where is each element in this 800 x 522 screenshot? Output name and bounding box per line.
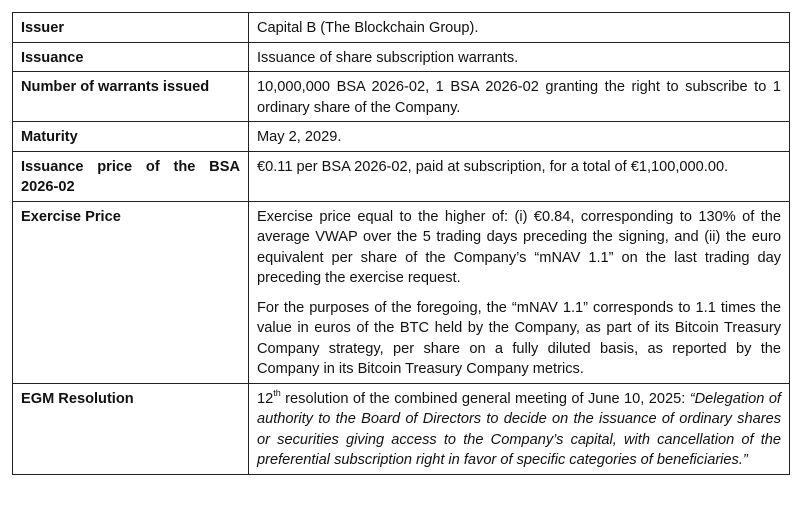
exercise-price-paragraph-2: For the purposes of the foregoing, the “mNAV 1.1” corresponds to 1.1 times the value in euros of the BTC held by the Company, as part of its Bitcoin Treasury Company strategy, per share on a fully diluted basis, as reported by the Company in its Bitcoin Treasury Company metrics. — [257, 299, 781, 377]
row-label — [13, 383, 249, 474]
terms-table — [12, 12, 790, 475]
table-row-number-of-warrants — [13, 72, 790, 122]
issuance-price-value: €0.11 per BSA 2026-02, paid at subscription, for a total of €1,100,000.00. — [257, 158, 729, 175]
row-value — [249, 72, 790, 122]
ordinal-suffix: th — [273, 387, 281, 398]
maturity-value: May 2, 2029. — [257, 129, 342, 145]
row-label — [13, 151, 249, 201]
row-value — [249, 42, 790, 72]
number-of-warrants-label: Number of warrants issued — [21, 79, 210, 95]
row-value — [249, 122, 790, 152]
egm-resolution-value — [257, 389, 781, 471]
number-of-warrants-value: 10,000,000 BSA 2026-02, 1 BSA 2026-02 granting the right to subscribe to 1 ordinary share of the Company. — [257, 79, 781, 116]
row-label — [13, 122, 249, 152]
issuance-label: Issuance — [21, 49, 84, 66]
issuance-value: Issuance of share subscription warrants. — [257, 49, 519, 66]
exercise-price-paragraph-1: Exercise price equal to the higher of: (i) €0.84, corresponding to 130% of the average VWAP over the 5 trading days preceding the signing, and (ii) the euro equivalent per share of the Company’s “mNAV 1.1” on the last trading day preceding the exercise request. — [257, 208, 781, 286]
exercise-price-label: Exercise Price — [21, 208, 121, 225]
row-value — [249, 201, 790, 383]
row-label — [13, 72, 249, 122]
table-row-issuance — [13, 42, 790, 72]
row-value — [249, 383, 790, 474]
table-row-exercise-price — [13, 201, 790, 383]
table-row-issuer — [13, 13, 790, 43]
issuance-price-label: Issuance price of the BSA 2026-02 — [21, 158, 240, 195]
table-row-maturity — [13, 122, 790, 152]
table-row-egm-resolution — [13, 383, 790, 474]
resolution-number: 12 — [257, 390, 274, 407]
issuer-label: Issuer — [21, 20, 64, 36]
issuer-value: Capital B (The Blockchain Group). — [257, 20, 479, 36]
row-label — [13, 13, 249, 43]
maturity-label: Maturity — [21, 129, 78, 145]
table-row-issuance-price — [13, 151, 790, 201]
resolution-intro: resolution of the combined general meeting of June 10, 2025: — [280, 390, 686, 407]
egm-resolution-label: EGM Resolution — [21, 390, 134, 407]
row-value — [249, 151, 790, 201]
row-value — [249, 13, 790, 43]
row-label — [13, 201, 249, 383]
resolution-quote: “Delegation of authority to the Board of Directors to decide on the issuance of ordinary shares or securities giving access to the Company’s capital, with cancellation of the preferential subscription right in favor of specific categories of beneficiaries.” — [257, 390, 781, 468]
row-label — [13, 42, 249, 72]
